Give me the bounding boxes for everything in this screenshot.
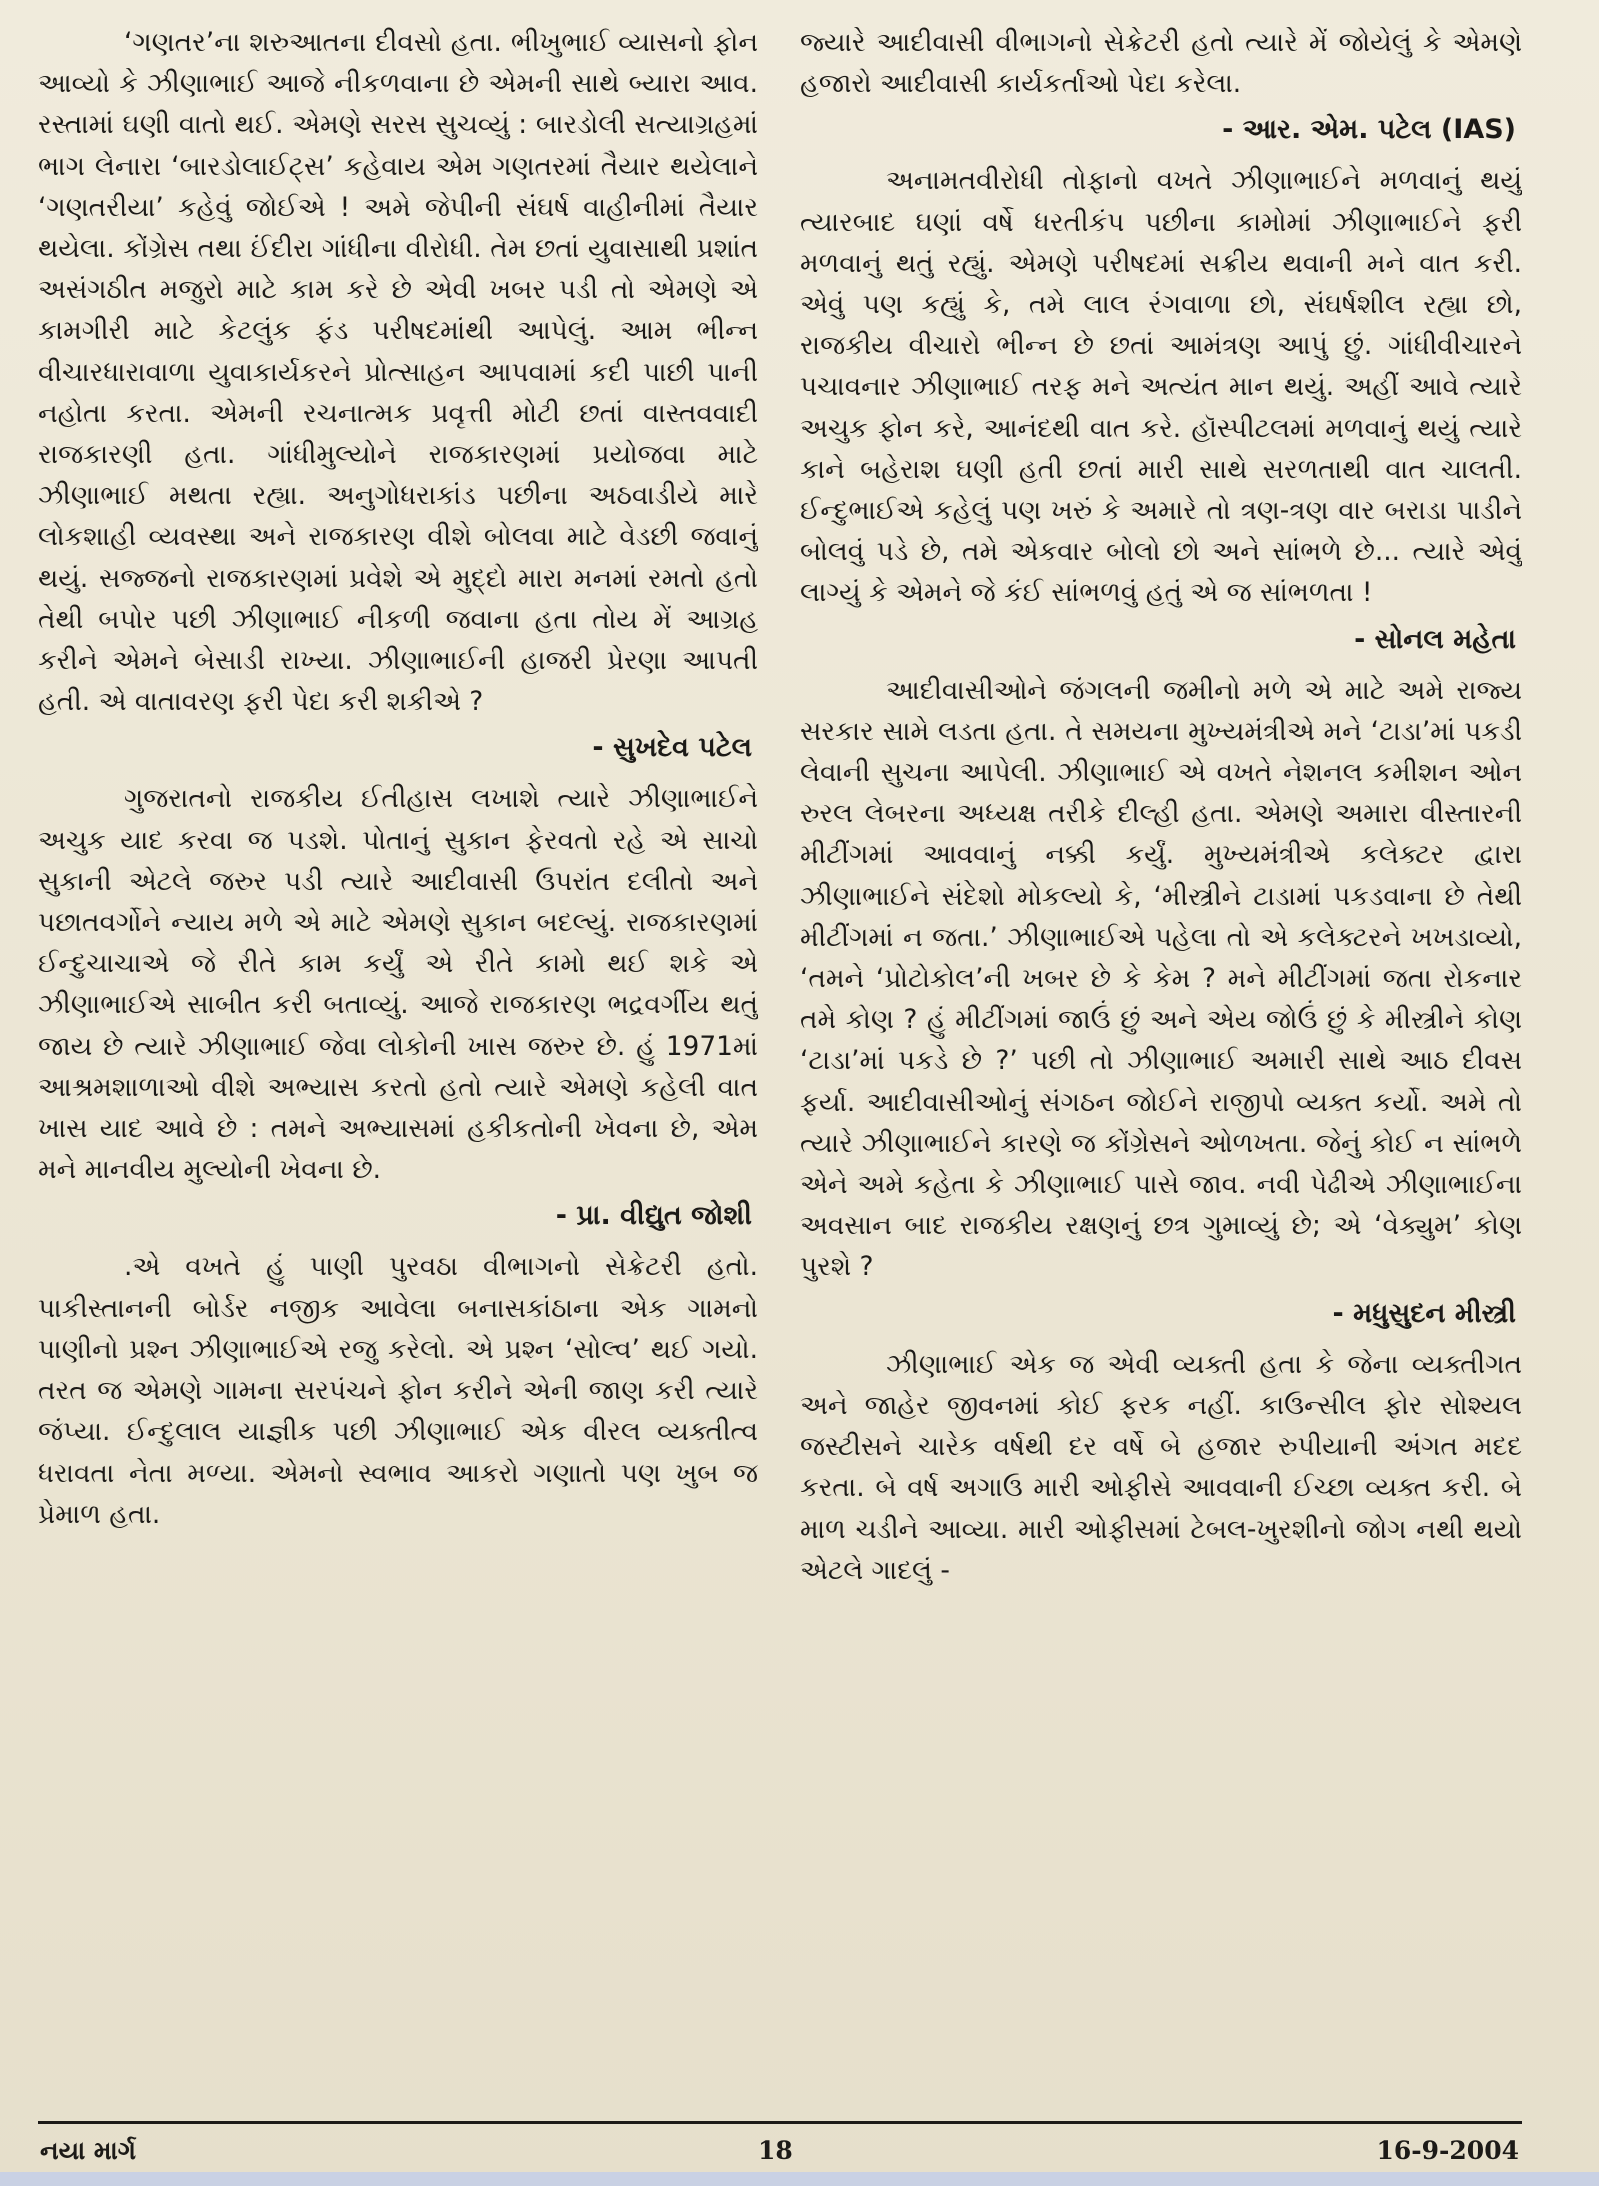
article-paragraph: અનામતવીરોધી તોફાનો વખતે ઝીણાભાઈને મળવાનું થયું ત્યારબાદ ઘણાં વર્ષે ધરતીકંપ પછીના કામોમાં ઝીણાભાઈને ફરી મળવાનું થતું રહ્યું. એમણે પરીષદમાં સક્રીય થવાની મને વાત કરી. એવું પણ કહ્યું કે, તમે લાલ રંગવાળા છો, સંઘર્ષશીલ રહ્યા છો, રાજકીય વીચારો ભીન્ન છે છતાં આમંત્રણ આપું છું. ગાંધીવીચારને પચાવનાર ઝીણાભાઈ તરફ મને અત્યંત માન થયું. અહીં આવે ત્યારે અચુક ફોન કરે, આનંદથી વાત કરે. હૉસ્પીટલમાં મળવાનું થયું ત્યારે કાને બહેરાશ ઘણી હતી છતાં મારી સાથે સરળતાથી વાત ચાલતી. ઈન્દુભાઈએ કહેલું પણ ખરું કે અમારે તો ત્રણ-ત્રણ વાર બરાડા પાડીને બોલવું પડે છે, તમે એકવાર બોલો છો અને સાંભળે છે... ત્યારે એવું લાગ્યું કે એમને જે કંઈ સાંભળવું હતું એ જ સાંભળતા ! — [800, 165, 1522, 609]
author-signature: - પ્રા. વીદ્યુત જોશી — [555, 1200, 752, 1232]
left-column — [38, 22, 758, 2077]
article-paragraph: .એ વખતે હું પાણી પુરવઠા વીભાગનો સેક્રેટરી હતો. પાકીસ્તાનની બોર્ડર નજીક આવેલા બનાસકાંઠાના એક ગામનો પાણીનો પ્રશ્ન ઝીણાભાઈએ રજુ કરેલો. એ પ્રશ્ન ‘સોલ્વ’ થઈ ગયો. તરત જ એમણે ગામના સરપંચને ફોન કરીને એની જાણ કરી ત્યારે જંપ્યા. ઈન્દુલાલ યાજ્ઞીક પછી ઝીણાભાઈ એક વીરલ વ્યક્તીત્વ ધરાવતા નેતા મળ્યા. એમનો સ્વભાવ આકરો ગણાતો પણ ખુબ જ પ્રેમાળ હતા. — [38, 1251, 758, 1530]
footer-rule — [38, 2121, 1522, 2124]
scan-border — [0, 2172, 1599, 2186]
article-paragraph: ઝીણાભાઈ એક જ એવી વ્યક્તી હતા કે જેના વ્યક્તીગત અને જાહેર જીવનમાં કોઈ ફરક નહીં. કાઉન્સીલ ફોર સોશ્યલ જસ્ટીસને ચારેક વર્ષથી દર વર્ષે બે હજાર રુપીયાની અંગત મદદ કરતા. બે વર્ષ અગાઉ મારી ઓફીસે આવવાની ઈચ્છા વ્યક્ત કરી. બે માળ ચડીને આવ્યા. મારી ઓફીસમાં ટેબલ-ખુરશીનો જોગ નથી થયો એટલે ગાદલું - — [800, 1348, 1522, 1586]
author-signature: - સોનલ મહેતા — [1354, 623, 1516, 655]
author-signature: - આર. એમ. પટેલ (IAS) — [1222, 114, 1516, 146]
article-paragraph: ‘ગણતર’ના શરુઆતના દીવસો હતા. ભીખુભાઈ વ્યાસનો ફોન આવ્યો કે ઝીણાભાઈ આજે નીકળવાના છે એમની સાથે બ્યારા આવ. રસ્તામાં ઘણી વાતો થઈ. એમણે સરસ સુચવ્યું : બારડોલી સત્યાગ્રહમાં ભાગ લેનારા ‘બારડોલાઈટ્સ’ કહેવાય એમ ગણતરમાં તૈયાર થયેલાને ‘ગણતરીયા’ કહેવું જોઈએ ! અમે જેપીની સંઘર્ષ વાહીનીમાં તૈયાર થયેલા. કોંગ્રેસ તથા ઈંદીરા ગાંધીના વીરોધી. તેમ છતાં યુવાસાથી પ્રશાંત અસંગઠીત મજુરો માટે કામ કરે છે એવી ખબર પડી તો એમણે એ કામગીરી માટે કેટલુંક ફંડ પરીષદમાંથી આપેલું. આમ ભીન્ન વીચારધારાવાળા યુવાકાર્યકરને પ્રોત્સાહન આપવામાં કદી પાછી પાની નહોતા કરતા. એમની રચનાત્મક પ્રવૃત્તી મોટી છતાં વાસ્તવવાદી રાજકારણી હતા. ગાંધીમુલ્યોને રાજકારણમાં પ્રયોજવા માટે ઝીણાભાઈ મથતા રહ્યા. અનુગોધરાકાંડ પછીના અઠવાડીયે મારે લોકશાહી વ્યવસ્થા અને રાજકારણ વીશે બોલવા માટે વેડછી જવાનું થયું. સજ્જનો રાજકારણમાં પ્રવેશે એ મુદ્દો મારા મનમાં રમતો હતો તેથી બપોર પછી ઝીણાભાઈ નીકળી જવાના હતા તોય મેં આગ્રહ કરીને એમને બેસાડી રાખ્યા. ઝીણાભાઈની હાજરી પ્રેરણા આપતી હતી. એ વાતાવરણ ફરી પેદા કરી શકીએ ? — [38, 27, 758, 718]
issue-date: 16-9-2004 — [1376, 2136, 1519, 2165]
article-paragraph: જ્યારે આદીવાસી વીભાગનો સેક્રેટરી હતો ત્યારે મેં જોયેલું કે એમણે હજારો આદીવાસી કાર્યકર્તાઓ પેદા કરેલા. — [800, 27, 1522, 100]
right-column — [800, 22, 1522, 2077]
author-signature: - સુખદેવ પટેલ — [592, 732, 752, 764]
article-paragraph: આદીવાસીઓને જંગલની જમીનો મળે એ માટે અમે રાજ્ય સરકાર સામે લડતા હતા. તે સમયના મુખ્યમંત્રીએ મને ‘ટાડા’માં પકડી લેવાની સુચના આપેલી. ઝીણાભાઈ એ વખતે નેશનલ કમીશન ઓન રુરલ લેબરના અધ્યક્ષ તરીકે દીલ્હી હતા. એમણે અમારા વીસ્તારની મીટીંગમાં આવવાનું નક્કી કર્યું. મુખ્યમંત્રીએ કલેક્ટર દ્વારા ઝીણાભાઈને સંદેશો મોકલ્યો કે, ‘મીસ્ત્રીને ટાડામાં પકડવાના છે તેથી મીટીંગમાં ન જતા.’ ઝીણાભાઈએ પહેલા તો એ કલેક્ટરને ખખડાવ્યો, ‘તમને ‘પ્રોટોકોલ’ની ખબર છે કે કેમ ? મને મીટીંગમાં જતા રોકનાર તમે કોણ ? હું મીટીંગમાં જાઉં છું અને એય જોઉં છું કે મીસ્ત્રીને કોણ ‘ટાડા’માં પકડે છે ?’ પછી તો ઝીણાભાઈ અમારી સાથે આઠ દીવસ ફર્યા. આદીવાસીઓનું સંગઠન જોઈને રાજીપો વ્યક્ત કર્યો. અમે તો ત્યારે ઝીણાભાઈને કારણે જ કોંગ્રેસને ઓળખતા. જેનું કોઈ ન સાંભળે એને અમે કહેતા કે ઝીણાભાઈ પાસે જાવ. નવી પેઢીએ ઝીણાભાઈના અવસાન બાદ રાજકીય રક્ષણનું છત્ર ગુમાવ્યું છે; એ ‘વેક્યુમ’ કોણ પુરશે ? — [800, 674, 1522, 1283]
publication-name: નયા માર્ગ — [40, 2136, 136, 2165]
article-paragraph: ગુજરાતનો રાજકીય ઈતીહાસ લખાશે ત્યારે ઝીણાભાઈને અચુક યાદ કરવા જ પડશે. પોતાનું સુકાન ફેરવતો રહે એ સાચો સુકાની એટલે જરુર પડી ત્યારે આદીવાસી ઉપરાંત દલીતો અને પછાતવર્ગોને ન્યાય મળે એ માટે એમણે સુકાન બદલ્યું. રાજકારણમાં ઈન્દુચાચાએ જે રીતે કામ કર્યું એ રીતે કામો થઈ શકે એ ઝીણાભાઈએ સાબીત કરી બતાવ્યું. આજે રાજકારણ ભદ્રવર્ગીય થતું જાય છે ત્યારે ઝીણાભાઈ જેવા લોકોની ખાસ જરુર છે. હું 1971માં આશ્રમશાળાઓ વીશે અભ્યાસ કરતો હતો ત્યારે એમણે કહેલી વાત ખાસ યાદ આવે છે : તમને અભ્યાસમાં હકીકતોની ખેવના છે, એમ મને માનવીય મુલ્યોની ખેવના છે. — [38, 783, 758, 1186]
page-number: 18 — [758, 2136, 793, 2165]
author-signature: - મધુસુદન મીસ્ત્રી — [1332, 1297, 1516, 1329]
